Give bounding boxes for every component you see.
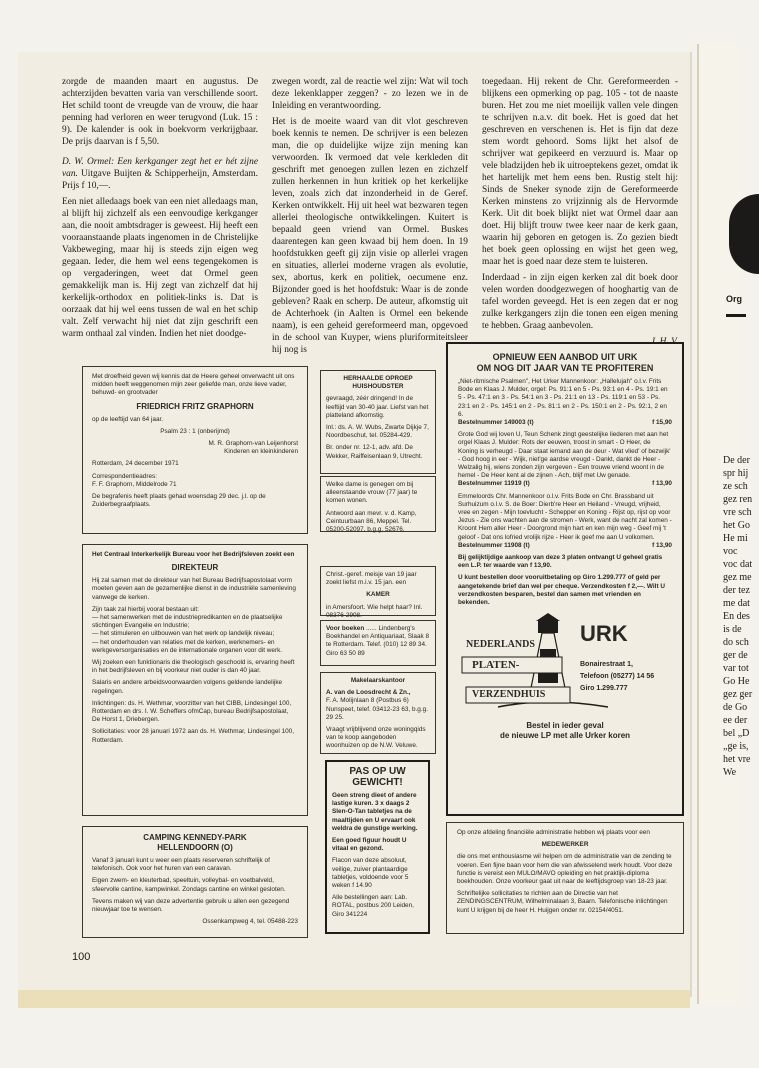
column-2 — [272, 76, 468, 360]
medewerker-p2: Schriftelijke sollicitaties te richten aan de Directie van het ZENDINGSCENTRUM, Wilhelminalaan 3, Baarn. Telefonische inlichtingen kunt U krijgen bij de heer H. Huijgen onder nr. 02154/4051. — [457, 890, 668, 914]
urk-item-1-number: Bestelnummer 149003 (t) — [458, 419, 534, 427]
ad-huishoudster — [320, 370, 436, 474]
ad-kamer — [320, 566, 436, 619]
urk-item-3-number: Bestelnummer 11908 (t) — [458, 541, 530, 549]
col3-p1: toegedaan. Hij rekent de Chr. Gereformeerden - blijkens een opmerking op pag. 105 - tot de naaste buren. Het zou me niet moeilijk vallen vele dingen te schrijven n.a.v. dit boek. Het is goed dat het geschreven en verschenen is. Het is fijn dat deze stem wordt gehoord. Soms lijkt het alsof de schrijver wat gepikeerd en verzuurd is. Maar op vele bladzijden heb ik uitroeptekens gezet, omdat ik het hartelijk met hem eens ben. Rustig stelt hij: Sinds de Sneker synode zijn de Gereformeerde Kerken minstens zo vrijzinnig als de Hervormde Kerk. Uit dit boek blijkt niet wat Ormel daar aan doet. Hij blijft trouw twee keer naar de kerk gaan, waarin hij geboren en getogen is. Zo gezien biedt het boek geen oplossing en wijst het geen weg, maar het is goed naar deze stem te luisteren. — [482, 77, 678, 267]
book-publisher: Uitgave Buijten & Schipperheijn, Amsterdam. Prijs f 10,—. — [62, 169, 258, 191]
director-p5: Inlichtingen: ds. H. Wethmar, voorzitter van het CIBB, Lindesingel 100, Rotterdam en drs. I. W. Scheffers ofmCap, bureau Bedrijfsapostolaat, De Horst 1, Driebergen. — [92, 699, 292, 724]
next-page-graphic — [729, 194, 759, 274]
urk-item-3-price-row — [458, 542, 672, 550]
column-3 — [482, 76, 678, 352]
ad-boeken — [320, 620, 436, 666]
huishoudster-p3: Br. onder nr. 12-1, adv. afd. De Wekker, Raiffeisenlaan 9, Utrecht. — [326, 444, 423, 460]
col3-p2: Inderdaad - in zijn eigen kerken zal dit boek door velen worden doodgezwegen of hooghartig van de tafel worden geveegd. Het is een zegen dat er nog zulke kerkgangers zijn die tonen een eigen mening te hebben. Graag aanbevolen. — [482, 273, 678, 331]
ad-makelaar — [320, 672, 436, 754]
urk-item-2-price: f 13,90 — [652, 480, 672, 488]
obituary-age: op de leeftijd van 64 jaar. — [92, 415, 164, 423]
kamer-title: KAMER — [366, 591, 390, 599]
urk-logo-line-2: PLATEN- — [472, 659, 520, 672]
col1-p1: zorgde de maanden maart en augustus. De achterzijden bevatten varia van verschillende soort. Het schild toont de vreugde van de vrouw, die haar penning had verloren en weer terugvond (Luk. 15 : 9). De kalender is ook in boekvorm verkrijgbaar. De prijs daarvan is f 5,50. — [62, 77, 258, 147]
director-p4: Salaris en andere arbeidsvoorwaarden volgens geldende landelijke regelingen. — [92, 679, 283, 695]
urk-logo-text: URK — [580, 621, 628, 647]
urk-item-1-price: f 15,90 — [652, 419, 672, 427]
makelaar-p1: F. A. Molijnlaan 8 (Postbus 6) Nunspeet, telef. 03412-23 63, b.g.g. 29 25. — [326, 697, 428, 721]
page-number: 100 — [72, 951, 91, 963]
director-item: — het samenwerken met de industriepredikanten en de plaatselijke stichtingen Evangelie en Industrie; — [92, 614, 283, 630]
urk-address-1: Bonairestraat 1, — [580, 661, 633, 669]
obituary-corr-label: Correspondentieadres: — [92, 472, 158, 480]
camping-p3: Tevens maken wij van deze advertentie gebruik u allen een gezegend nieuwjaar toe te wensen. — [92, 897, 290, 914]
article — [62, 76, 690, 355]
obituary-corr-address: F. F. Graphorn, Middelrode 71 — [92, 480, 177, 488]
ad-gewicht — [325, 760, 430, 934]
welke-p1: Welke dame is genegen om bij alleenstaande vrouw (77 jaar) te komen wonen. — [326, 481, 418, 505]
huishoudster-title: HERHAALDE OPROEP — [343, 375, 413, 382]
director-title: DIREKTEUR — [171, 563, 219, 573]
urk-order-info: U kunt bestellen door vooruitbetaling op Giro 1.299.777 of geld per aangetekende brief dan wel per cheque. Verzendkosten f 2,—. Wilt U verzendkosten besparen, bestel dan samen met vrienden en bekenden. — [458, 574, 665, 607]
col1-p3: Een niet alledaags boek van een niet alledaags man, al blijft hij zichzelf als een eenvoudige kerkganger aan, die nooit ambtsdrager is geweest. Hij heeft een vooraanstaande plaats ingenomen in de Christelijke Vakbeweging, maar hij is steeds zijn eigen weg gegaan. Ieder, die hem wel eens tegengekomen is op vergaderingen, weet dat Ormel geen gemakkelijk man is. Hij zegt van zichzelf dat hij kerkelijk-orthodox en politiek-links is. Dat is oorzaak dat hij wel eens tussen de wal en het schip valt. Zelf verwacht hij niet dat zijn geschrift een warm onthaal zal vinden. Indien het niet doodge- — [62, 197, 258, 339]
urk-item-2: Grote God wij loven U, Teun Schenk zingt geestelijke liederen met aan het orgel Klaas J. Mulder: Rots der eeuwen, troost in smart - O Heer, de Koning is verheugd - Daar staat iemand aan de deur - Wat vlied' of bezwijk' - God hoog in eer - Wijk, niet'ge aardse vreugd - Dankt, dankt de Heer - Welzalig hij, wiens zonden zijn vergeven - Een trouwe vriend woont in de hemel - De Heer kent al de zijnen - Ach, blijf met Uw genade. — [458, 431, 671, 480]
gewicht-p4: Alle bestellingen aan: Lab. ROTAL, postbus 200 Leiden, Giro 341224 — [332, 894, 414, 918]
signature: J. H. V. — [650, 337, 678, 347]
gewicht-p3: Flacon van deze absoluut, veilige, zuiver plantaardige tabletjes, voldoende voor 5 weken f 14.90 — [332, 857, 409, 890]
urk-footer-1: Bestel in ieder geval — [526, 721, 604, 731]
gewicht-p1: Geen streng dieet of andere lastige kuren. 3 x daags 2 Slen-O-Tan tabletjes na de maaltijden en U ervaart ook weldra de gunstige werking. — [332, 792, 418, 832]
obituary-burial: De begrafenis heeft plaats gehad woensdag 29 dec. j.l. op de Zuiderbegraafplaats. — [92, 493, 266, 509]
urk-logo-line-1: NEDERLANDS — [466, 639, 535, 651]
camping-p2: Eigen zwem- en kleuterbad, speeltuin, volleybal- en voetbalveld, sfeervolle cantine, kampwinkel. Zondags cantine en winkel gesloten. — [92, 877, 286, 893]
medewerker-intro: Op onze afdeling financiële administratie hebben wij plaats voor een — [457, 829, 650, 836]
urk-subtitle: OM NOG DIT JAAR VAN TE PROFITEREN — [476, 363, 654, 373]
next-page-rule — [726, 314, 746, 317]
urk-item-1-price-row — [458, 419, 672, 427]
col2-p2: Het is de moeite waard van dit vlot geschreven boek kennis te nemen. De schrijver is een belezen man, die op duidelijke wijze zijn mening kan verwoorden. Ik vermoed dat vele kerkleden dit geschrift met genoegen zullen lezen en zichzelf zullen herkennen in hun kritiek op het kerkelijke leven, zoals zich dat inzonderheid in de Geref. Kerken ontwikkelt. Hij uit heel wat bezwaren tegen allerlei theologische ontwikkelingen. Kuitert is bepaald geen vriend van Ormel. Buskes daarentegen kan geen kwaad bij hem doen. In 19 hoofdstukken geeft gij zijn visie op allerlei vragen en situaties, allerlei moderne vragen als evolutie, sex, abortus, kerk en politiek, oecumene enz. Bijzonder goed is het hoofdstuk: Waar is de zonde gebleven? Raak en scherp. De auteur, afkomstig uit de Achterhoek (in Aalten is Ormel een bekende naam), is een geheid gereformeerd man, opgevoed in de school van Kuyper, wiens pluriformiteitsleer hij nog is — [272, 117, 468, 355]
camping-title: CAMPING KENNEDY-PARK — [143, 833, 247, 842]
gewicht-p2: Een goed figuur houdt U vitaal en gezond. — [332, 837, 407, 853]
ad-welke-dame — [320, 476, 436, 532]
ad-camping — [82, 826, 308, 938]
urk-footer-2: de nieuwe LP met alle Urker koren — [499, 731, 631, 741]
obituary-intro: Met droefheid geven wij kennis dat de Heere geheel onverwacht uit ons midden heeft weggenomen mijn zeer geliefde man, onze lieve vader, behuwd- en grootvader — [92, 373, 295, 397]
next-page-text: De der spr hij ze sch gez ren vre sch het Go He mi voc voc dat gez me der tez me dat En des is de do sch ger de var tot Go He gez ger de Go ee der bel „D „ge is, het vre We — [723, 455, 753, 778]
medewerker-title: MEDEWERKER — [541, 841, 589, 849]
urk-combo-offer: Bij gelijktijdige aankoop van deze 3 platen ontvangt U geheel gratis een L.P. ter waarde van f 13,90. — [458, 554, 663, 570]
camping-subtitle: HELLENDOORN (O) — [157, 843, 233, 852]
urk-logo-line-3: VERZENDHUIS — [472, 689, 546, 701]
obituary-signed-1: M. R. Graphorn-van Leijenhorst — [208, 440, 298, 448]
book-title: D. W. Ormel: Een kerkganger zegt het er hét zijne van. — [62, 157, 258, 179]
director-p1: Hij zal samen met de direkteur van het Bureau Bedrijfsapostolaat vorm moeten geven aan de gezamenlijke dienst in de industriële samenleving vanwege de kerken. — [92, 577, 296, 601]
page-edge — [18, 990, 690, 1008]
director-item: — het stimuleren en uitbouwen van het werk op landelijk niveau; — [92, 630, 275, 638]
col1-p2 — [62, 156, 258, 192]
urk-item-3-price: f 13,90 — [652, 541, 672, 549]
boeken-text: ...... Lindenberg's Boekhandel en Antiquariaat, Slaak 8 te Rotterdam. Telef. (010) 12 89 34. Giro 63 50 89 — [326, 625, 430, 657]
director-p3: Wij zoeken een funktionaris die theologisch geschoold is, ervaring heeft in het bedrijfsleven en bij voorkeur niet ouder is dan 40 jaar. — [92, 659, 295, 675]
huishoudster-subtitle: HUISHOUDSTER — [352, 383, 404, 391]
obituary-place: Rotterdam, 24 december 1971 — [92, 460, 179, 468]
urk-item-2-number: Bestelnummer 11919 (t) — [458, 480, 530, 488]
director-item: — het onderhouden van relaties met de kerken, werknemers- en werkgeversorganisaties en de internationale organen voor dit werk. — [92, 638, 283, 654]
obituary-name: FRIEDRICH FRITZ GRAPHORN — [136, 401, 254, 411]
camping-p1: Vanaf 3 januari kunt u weer een plaats reserveren schriftelijk of telefonisch. Ook voor het huren van een caravan. — [92, 857, 270, 873]
makelaar-name: A. van de Loosdrecht & Zn., — [326, 689, 411, 697]
director-p2: Zijn taak zal hierbij vooral bestaan uit: — [92, 605, 199, 613]
ad-obituary — [82, 366, 308, 534]
urk-item-3: Emmeloords Chr. Mannenkoor o.l.v. Frits Bode en Chr. Brassband uit Surhuizum o.l.v. S. de Boer: Dierb're Heer en Heiland - Vreugd, vrijheid, vree en zegen - Mijn toevlucht - Schepper en Koning - Rijst op, rijst op voor Jezus - Zie ons wachten aan de stromen - Werk, want de nacht zal komen - Kroont Hem aller Heer - Doorgrond mijn hart en ken mijn weg - Geef mij 't geloof - Dat ons lofried vrolijk rijze - Heer ik geef me aan U volkomen. — [458, 492, 672, 541]
urk-address-2: Telefoon (05277) 14 56 — [580, 673, 655, 681]
director-intro: Het Centraal Interkerkelijk Bureau voor het Bedrijfsleven zoekt een — [92, 551, 295, 558]
next-page-fragment — [697, 44, 753, 1004]
column-1 — [62, 76, 258, 344]
ad-urk — [446, 342, 684, 816]
director-p6: Sollicitaties: voor 28 januari 1972 aan ds. H. Wethmar, Lindesingel 100, Rotterdam. — [92, 728, 295, 744]
gewicht-title: PAS OP UW GEWICHT! — [349, 766, 406, 788]
huishoudster-p2: Inl.: ds. A. W. Wubs, Zwarte Dijkje 7, Noordbeschut, tel. 05284-429. — [326, 424, 429, 440]
kamer-p1: Christ.-geref. meisje van 19 jaar zoekt liefst m.i.v. 15 jan. een — [326, 571, 417, 587]
col2-p1: zwegen wordt, zal de reactie wel zijn: Wat wil toch deze lekenklapper zeggen? - zo lezen we in de Inleiding en verantwoording. — [272, 77, 468, 111]
urk-address-3: Giro 1.299.777 — [580, 685, 628, 693]
next-page-org: Org — [726, 294, 743, 304]
huishoudster-p1: gevraagd, zéér dringend! In de leeftijd van 30-40 jaar. Liefst van het platteland afkomstig. — [326, 395, 429, 419]
makelaar-p2: Vraagt vrijblijvend onze woningqids van te koop aangeboden woonhuizen op de N.W. Veluwe. — [326, 726, 426, 750]
medewerker-p1: die ons met enthousiasme wil helpen om de administratie van de zending te voeren. Een fijne baan voor hem die van afwisselend werk houdt. Voor deze functie is vereist een MULO/MAVO opleiding en het praktijk-diploma boekhouden. Onze voorkeur gaat uit naar de leeftijdsgroep van 18-23 jaar. — [457, 853, 673, 886]
ad-medewerker — [446, 822, 684, 934]
kamer-p2: in Amersfoort. Wie helpt haar? Inl. 08376-2908. — [326, 603, 423, 619]
obituary-psalm: Psalm 23 : 1 (onberijmd) — [160, 427, 230, 435]
ad-director — [82, 544, 308, 816]
urk-logo-area — [458, 611, 672, 719]
urk-item-1: „Niet-ritmische Psalmen", Het Urker Mannenkoor: „Hallelujah" o.l.v. Frits Bode en Klaas J. Mulder, orgel: Ps. 91:1 en 5 - Ps. 93:1 en 4 - Ps. 19:1 en 5 - Ps. 47:1 en 3 - Ps. 54:1 en 3 - Ps. 21:1 en 13 - Ps. 119:1 en 53 - Ps. 23:1 en 2 - Ps. 145:1 en 2 - Ps. 81:1 en 2 - Ps. 150:1 en 2 - Ps. 92:1, 2 en 6. — [458, 378, 668, 418]
obituary-signed-2: Kinderen en kleinkinderen — [224, 448, 298, 456]
urk-item-2-price-row — [458, 480, 672, 488]
urk-title: OPNIEUW EEN AANBOD UIT URK — [492, 352, 638, 362]
camping-address: Ossenkampweg 4, tel. 05488-223 — [202, 918, 298, 926]
welke-p2: Antwoord aan mevr. v. d. Kamp, Ceintuurbaan 86, Meppel. Tel. 05200-52097, b.g.g. 52676. — [326, 509, 417, 534]
boeken-lead: Voor boeken — [326, 625, 365, 632]
makelaar-title: Makelaarskantoor — [350, 677, 406, 684]
